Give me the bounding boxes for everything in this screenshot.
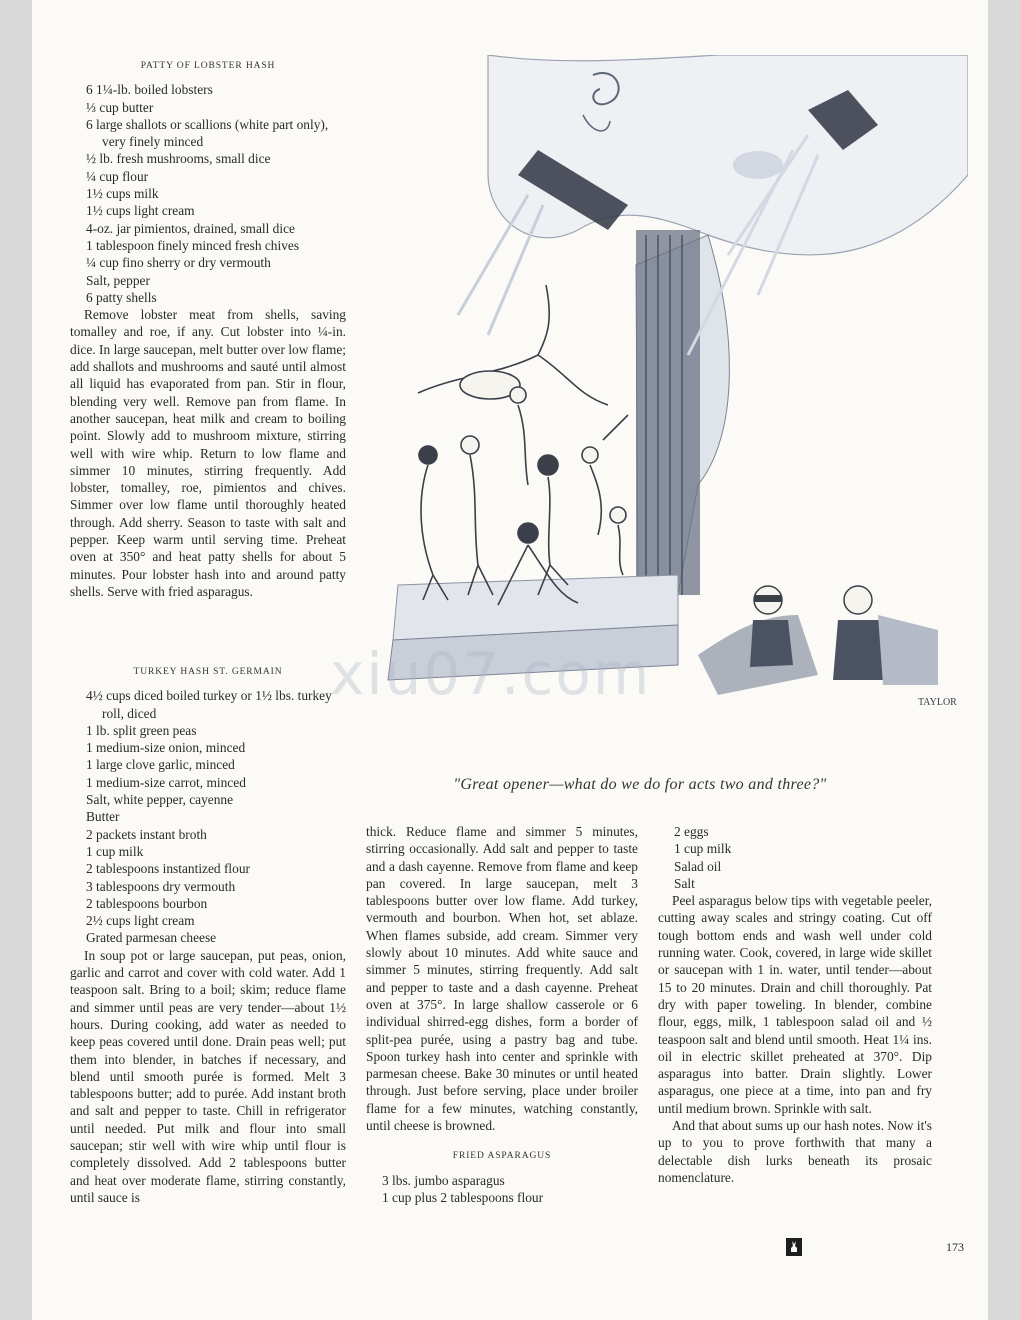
ingredient: 6 large shallots or scallions (white part only), very finely minced: [86, 116, 329, 150]
ingredient: 3 lbs. jumbo asparagus: [382, 1172, 505, 1188]
ingredient: 1½ cups milk: [86, 186, 159, 202]
ingredient: Salt, white pepper, cayenne: [86, 792, 234, 808]
asparagus-heading: FRIED ASPARAGUS: [452, 1151, 552, 1162]
ingredient: 1 lb. split green peas: [86, 722, 197, 738]
lobster-method: Remove lobster meat from shells, saving tomalley and roe, if any. Cut lobster into ¼-in. dice. In large saucepan, melt butter over low flame; add shallots and mushrooms and sauté until almost all liquid has evaporated from pan. Stir in flour, blending very well. Remove pan from flame. In another saucepan, heat milk and cream to boiling point. Slowly add to mushroom mixture, stirring well with wire whip. Return to low flame and simmer 10 minutes, stirring frequently. Add lobster, tomalley, roe, pimientos and chives. Simmer over low flame until thoroughly heated through. Add sherry. Season to taste with salt and pepper. Keep warm until serving time. Preheat oven at 350° and heat patty shells for about 5 minutes. Pour lobster hash into and around patty shells. Serve with fried asparagus.: [70, 307, 346, 599]
lobster-recipe: [70, 58, 346, 600]
page-number: 173: [946, 1240, 964, 1254]
ingredient: ¼ cup flour: [86, 168, 149, 184]
closing-paragraph: And that about sums up our hash notes. Now it's up to you to prove forthwith that many a delectable dish lurks beneath its prosaic nomenclature.: [658, 1118, 932, 1185]
ingredient: 1 cup milk: [86, 843, 144, 859]
ingredient: ½ lb. fresh mushrooms, small dice: [86, 151, 271, 167]
page-border-right: [988, 0, 1020, 1320]
cartoon-illustration: [378, 55, 968, 735]
ingredient: 3 tablespoons dry vermouth: [86, 878, 236, 894]
ingredient: Grated parmesan cheese: [86, 930, 217, 946]
ingredient: 1 tablespoon finely minced fresh chives: [86, 237, 300, 253]
ingredient: ⅓ cup butter: [86, 99, 154, 115]
ingredient: 2 tablespoons instantized flour: [86, 861, 251, 877]
ingredient: 1 cup milk: [674, 841, 732, 857]
asparagus-ingredients-a: [382, 1172, 638, 1207]
ingredient: 2 tablespoons bourbon: [86, 895, 208, 911]
ingredient: 2 eggs: [674, 824, 709, 839]
cartoon-caption: "Great opener—what do we do for acts two and three?": [453, 776, 827, 793]
ingredient: Salt, pepper: [86, 272, 150, 288]
turkey-method-part1: In soup pot or large saucepan, put peas, onion, garlic and carrot and cover with cold water. Add 1 teaspoon salt. Bring to a boil; skim; reduce flame and simmer until peas are very tender—about 1½ hours. During cooking, add water as needed to keep peas covered until done. Drain peas well; put them into blender, in batches if necessary, and blend until smooth purée is formed. Melt 3 tablespoons butter; add to purée. Add instant broth and salt and pepper to taste. Chill in refrigerator until needed. Put milk and flour into small saucepan; stir well with wire whip until flour is completely dissolved. Add 2 tablespoons butter and heat over moderate flame, stirring constantly, until sauce is: [70, 947, 346, 1205]
asparagus-ingredients-b: [674, 823, 932, 892]
turkey-heading: TURKEY HASH ST. GERMAIN: [133, 667, 283, 677]
lobster-heading: PATTY OF LOBSTER HASH: [140, 61, 276, 71]
ingredient: 1 medium-size onion, minced: [86, 740, 246, 756]
lobster-ingredients: [86, 81, 346, 306]
page-border-left: [0, 0, 32, 1320]
audience: [698, 586, 938, 695]
turkey-recipe: [70, 664, 346, 1206]
asparagus-method: Peel asparagus below tips with vegetable peeler, cutting away scales and stringy coating. Cut off tough bottom ends and wash well under cold running water. Cook, covered, in large wide skillet or saucepan with 1 in. water, until tender—about 15 to 20 minutes. Drain and chill thoroughly. Pat dry with paper toweling. In blender, combine flour, eggs, milk, 1 tablespoon salad oil and ½ teaspoon salt and blend until smooth. Heat 1¼ ins. oil in electric skillet preheated at 370°. Dip asparagus into batter. Drain slightly. Lower asparagus, one piece at a time, into pan and fry until medium brown. Sprinkle with salt.: [658, 893, 932, 1116]
column-middle: [366, 823, 638, 1206]
ingredient: 1 cup plus 2 tablespoons flour: [382, 1189, 544, 1205]
rabbit-logo-icon: [786, 1238, 802, 1256]
ingredient: 4-oz. jar pimientos, drained, small dice: [86, 220, 295, 236]
ingredient: Salad oil: [674, 858, 722, 874]
dancers: [418, 285, 628, 605]
ingredient: 2 packets instant broth: [86, 826, 207, 842]
turkey-method-part2: thick. Reduce flame and simmer 5 minutes, stirring occasionally. Add salt and pepper to taste and a dash cayenne. Remove from flame and keep pan covered. In large saucepan, melt 3 tablespoons butter over low flame. Add turkey, vermouth and bourbon. When hot, set ablaze. When flames subside, add cream. Simmer very slowly about 10 minutes. Add white sauce and simmer 5 minutes, stirring frequently. Add salt and pepper to taste and a dash cayenne. Preheat oven at 375°. In large shallow casserole or 6 individual shirred-egg dishes, form a border of split-pea purée, using a pastry bag and tube. Spoon turkey hash into center and sprinkle with parmesan cheese. Bake 30 minutes or until heated through. Just before serving, place under broiler flame for a few minutes, watching constantly, until cheese is browned.: [366, 824, 638, 1134]
ingredient: Salt: [674, 875, 695, 891]
ingredient: 6 patty shells: [86, 289, 157, 305]
turkey-ingredients: [86, 687, 346, 946]
ingredient: 2½ cups light cream: [86, 913, 195, 929]
ingredient: 1 large clove garlic, minced: [86, 757, 235, 773]
ingredient: 6 1¼-lb. boiled lobsters: [86, 82, 213, 98]
ingredient: Butter: [86, 809, 120, 825]
ingredient: 1½ cups light cream: [86, 203, 195, 219]
ingredient: ¼ cup fino sherry or dry vermouth: [86, 255, 271, 271]
artist-signature: TAYLOR: [918, 697, 957, 708]
ingredient: 4½ cups diced boiled turkey or 1½ lbs. turkey roll, diced: [86, 688, 332, 721]
watermark: xiu07.com: [330, 640, 652, 708]
ingredient: 1 medium-size carrot, minced: [86, 774, 246, 790]
column-right: [658, 823, 932, 1186]
